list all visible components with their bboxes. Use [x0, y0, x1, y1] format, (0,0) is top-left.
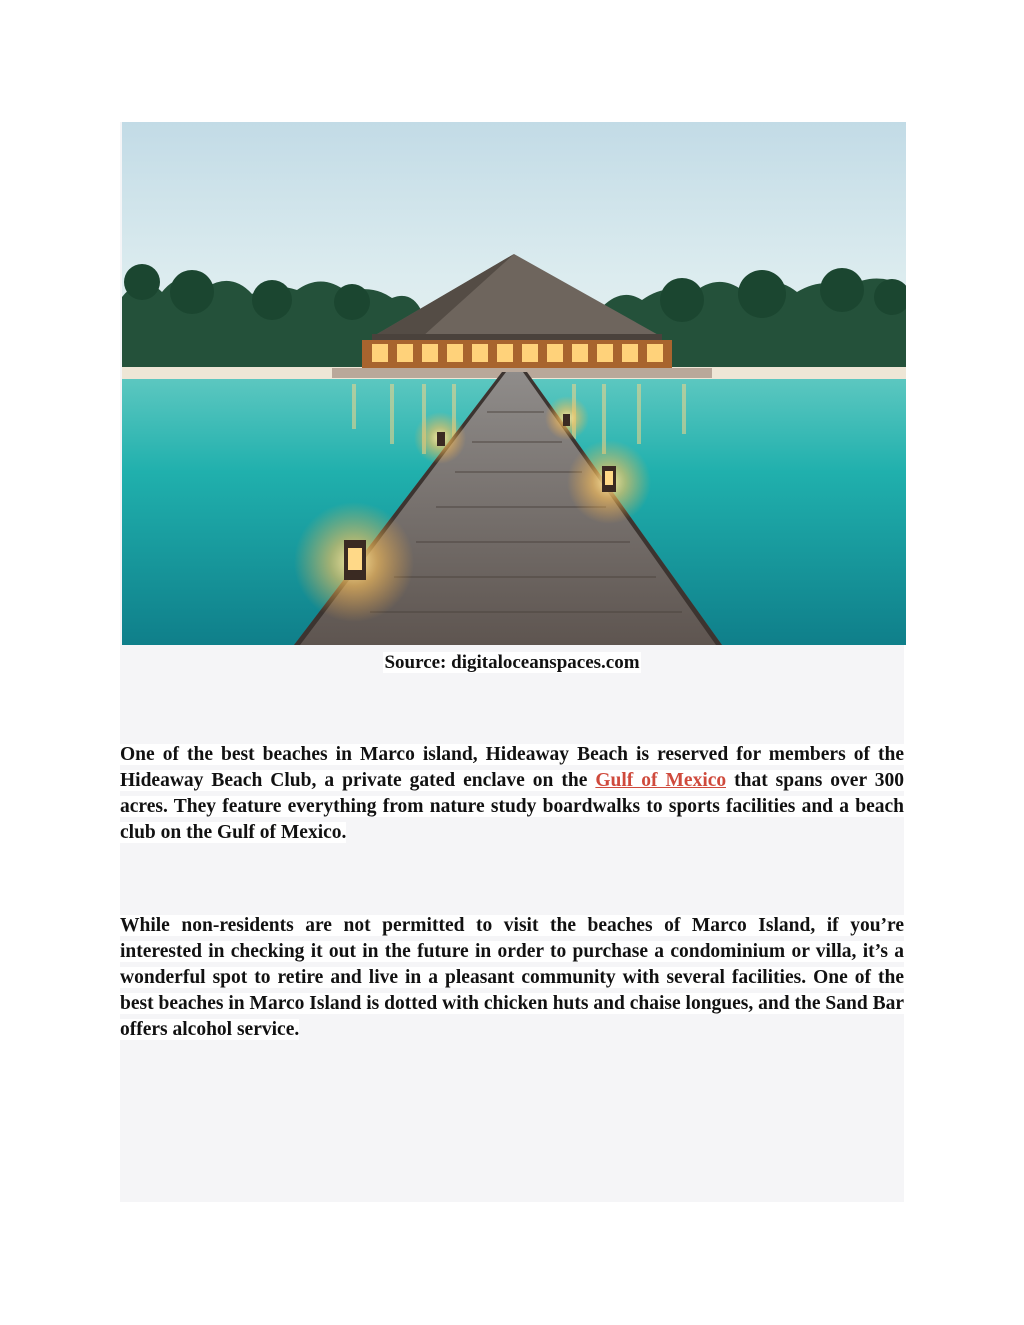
- gulf-of-mexico-link[interactable]: Gulf of Mexico: [595, 770, 727, 791]
- beach-club-photo: [122, 122, 906, 645]
- paragraph-hideaway-beach: One of the best beaches in Marco island, Hideaway Beach is reserved for members of the Hideaway Beach Club, a private gated enclave on the Gulf of Mexico that spans over 300 acres. They feature everything from nature study boardwalks to sports facilities and a beach club on the Gulf of Mexico.: [120, 744, 904, 843]
- paragraph-non-residents: While non-residents are not permitted to visit the beaches of Marco Island, if you’re interested in checking it out in the future in order to purchase a condominium or villa, it’s a wonderful spot to retire and live in a pleasant community with several facilities. One of the best beaches in Marco Island is dotted with chicken huts and chaise longues, and the Sand Bar offers alcohol service.: [120, 915, 904, 1040]
- image-source-caption: Source: digitaloceanspaces.com: [384, 652, 640, 673]
